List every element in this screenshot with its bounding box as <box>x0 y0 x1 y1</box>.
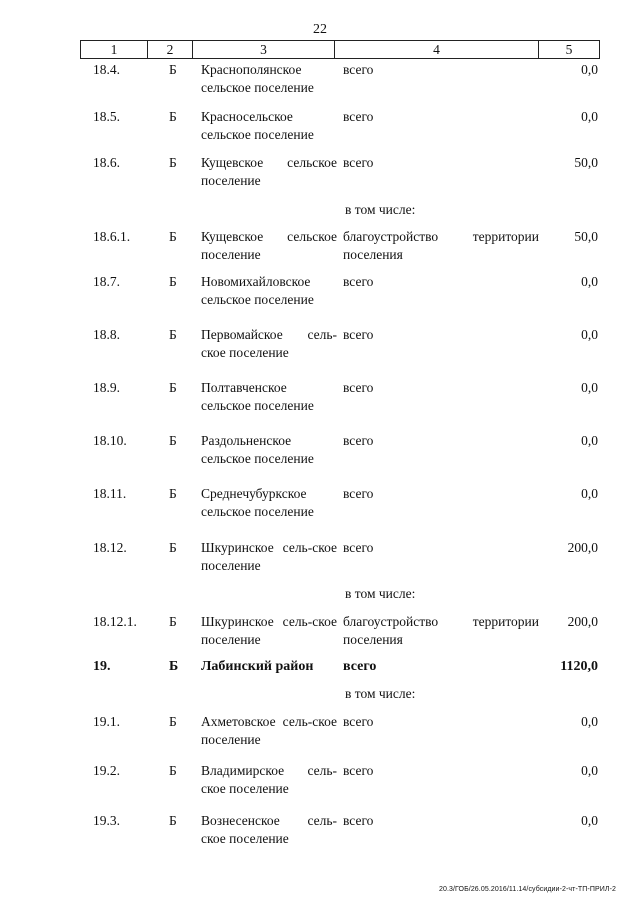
row-category: Б <box>169 433 177 448</box>
row-number: 19. <box>93 659 111 674</box>
row-category: Б <box>169 229 177 244</box>
row-amount: 1120,0 <box>560 659 598 674</box>
row-amount: 0,0 <box>581 109 598 124</box>
row-category: Б <box>169 614 177 629</box>
row-name: Новомихайловское сельское поселение <box>201 274 314 307</box>
row-number: 18.6. <box>93 155 120 170</box>
row-description: всего <box>343 540 374 555</box>
header-col-5: 5 <box>565 42 573 57</box>
row-number: 18.11. <box>93 486 127 501</box>
header-col-3: 3 <box>193 41 335 58</box>
row-name: Владимирское сель-ское поселение <box>201 763 337 796</box>
row-name: Краснополянское сельское поселение <box>201 62 314 95</box>
row-name: Кущевское сельское поселение <box>201 229 337 262</box>
header-col-2: 2 <box>148 41 193 58</box>
row-name: Вознесенское сель-ское поселение <box>201 813 337 846</box>
row-name: Ахметовское сель-ское поселение <box>201 714 337 747</box>
row-category: Б <box>169 327 177 342</box>
row-name: Лабинский район <box>201 659 314 674</box>
row-description: в том числе: <box>345 202 416 217</box>
row-number: 19.3. <box>93 813 120 828</box>
row-amount: 0,0 <box>581 486 598 501</box>
row-amount: 0,0 <box>581 62 598 77</box>
row-amount: 0,0 <box>581 380 598 395</box>
row-name: Шкуринское сель-ское поселение <box>201 540 337 573</box>
row-name: Первомайское сель-ское поселение <box>201 327 337 360</box>
row-description: всего <box>343 274 374 289</box>
row-description: всего <box>343 62 374 77</box>
header-col-4: 4 <box>335 41 539 58</box>
row-category: Б <box>169 540 177 555</box>
row-category: Б <box>169 380 177 395</box>
row-category: Б <box>169 274 177 289</box>
row-number: 18.4. <box>93 62 120 77</box>
row-category: Б <box>169 486 177 501</box>
header-col-1: 1 <box>81 41 148 58</box>
row-description: всего <box>343 659 377 674</box>
row-number: 19.2. <box>93 763 120 778</box>
document-footer-code: 20.3/ГОБ/26.05.2016/11.14/субсидии-2-чт-ТП-ПРИЛ-2 <box>438 886 616 893</box>
row-category: Б <box>169 659 179 674</box>
row-name: Полтавченское сельское поселение <box>201 380 314 413</box>
row-description: всего <box>343 433 374 448</box>
row-amount: 50,0 <box>574 155 598 170</box>
row-category: Б <box>169 109 177 124</box>
row-amount: 0,0 <box>581 274 598 289</box>
table-header <box>80 40 600 59</box>
row-description: всего <box>343 763 374 778</box>
row-number: 18.7. <box>93 274 120 289</box>
row-description: в том числе: <box>345 586 416 601</box>
row-category: Б <box>169 813 177 828</box>
row-number: 18.10. <box>93 433 127 448</box>
row-number: 18.9. <box>93 380 120 395</box>
row-category: Б <box>169 714 177 729</box>
row-number: 18.8. <box>93 327 120 342</box>
row-description: благоустройство территории поселения <box>343 614 539 647</box>
row-category: Б <box>169 155 177 170</box>
row-description: всего <box>343 714 374 729</box>
row-name: Красносельское сельское поселение <box>201 109 314 142</box>
row-description: всего <box>343 109 374 124</box>
row-description: всего <box>343 813 374 828</box>
row-description: всего <box>343 380 374 395</box>
row-description: всего <box>343 155 374 170</box>
row-number: 18.6.1. <box>93 229 131 244</box>
row-amount: 200,0 <box>567 614 598 629</box>
row-amount: 0,0 <box>581 433 598 448</box>
row-name: Раздольненское сельское поселение <box>201 433 314 466</box>
row-number: 18.12. <box>93 540 127 555</box>
row-amount: 0,0 <box>581 813 598 828</box>
row-amount: 0,0 <box>581 714 598 729</box>
row-number: 18.5. <box>93 109 120 124</box>
row-description: всего <box>343 486 374 501</box>
row-amount: 0,0 <box>581 763 598 778</box>
row-name: Кущевское сельское поселение <box>201 155 337 188</box>
row-amount: 200,0 <box>567 540 598 555</box>
row-amount: 50,0 <box>574 229 598 244</box>
row-category: Б <box>169 62 177 77</box>
row-number: 19.1. <box>93 714 120 729</box>
page-number: 22 <box>313 22 327 37</box>
row-description: всего <box>343 327 374 342</box>
row-name: Шкуринское сель-ское поселение <box>201 614 337 647</box>
row-number: 18.12.1. <box>93 614 137 629</box>
row-category: Б <box>169 763 177 778</box>
row-amount: 0,0 <box>581 327 598 342</box>
row-description: благоустройство территории поселения <box>343 229 539 262</box>
row-name: Среднечубуркское сельское поселение <box>201 486 314 519</box>
row-description: в том числе: <box>345 686 416 701</box>
